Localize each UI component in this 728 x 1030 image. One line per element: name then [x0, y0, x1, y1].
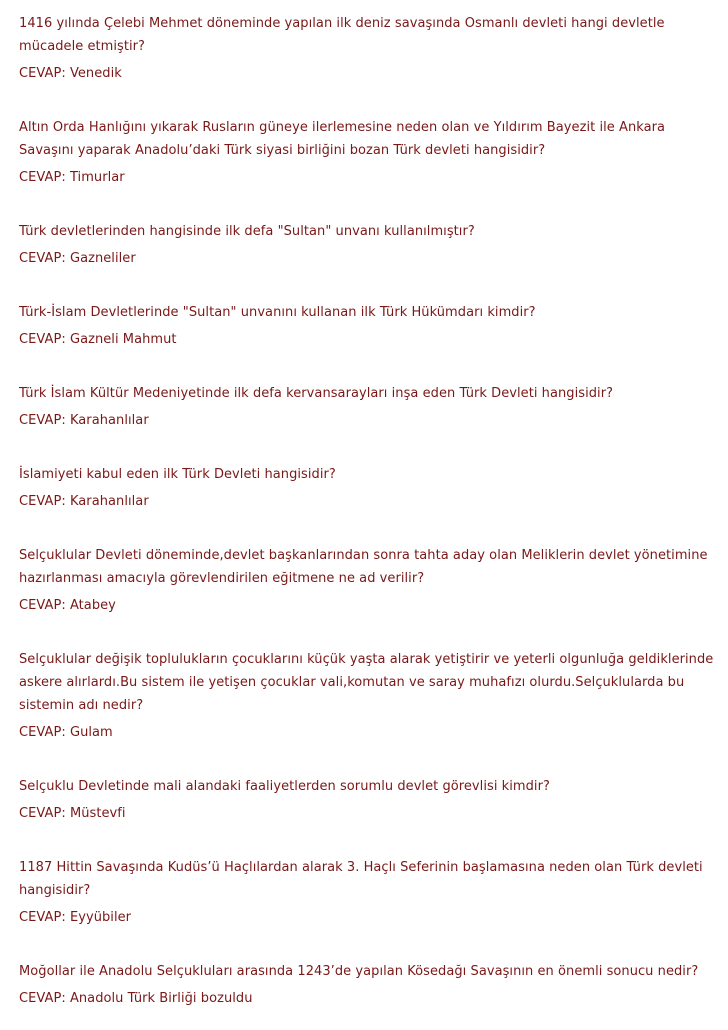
question-text: Selçuklu Devletinde mali alandaki faaliyetlerden sorumlu devlet görevlisi kimdir?: [19, 779, 550, 794]
answer-text: CEVAP: Venedik: [19, 66, 122, 81]
qa-item-10: [19, 856, 720, 929]
qa-item-6: [19, 463, 720, 513]
answer-text: CEVAP: Anadolu Türk Birliği bozuldu: [19, 991, 253, 1006]
qa-item-8: [19, 648, 720, 744]
qa-item-11: [19, 960, 720, 1010]
qa-item-1: [19, 12, 720, 85]
qa-item-5: [19, 382, 720, 432]
question-text: 1416 yılında Çelebi Mehmet döneminde yapılan ilk deniz savaşında Osmanlı devleti hangi devletle mücadele etmiştir?: [19, 16, 665, 54]
answer-text: CEVAP: Müstevfi: [19, 806, 126, 821]
answer-text: CEVAP: Eyyübiler: [19, 910, 132, 925]
question-text: Türk devletlerinden hangisinde ilk defa "Sultan" unvanı kullanılmıştır?: [19, 224, 475, 239]
answer-text: CEVAP: Gazneli Mahmut: [19, 332, 177, 347]
qa-item-3: [19, 220, 720, 270]
question-text: Türk İslam Kültür Medeniyetinde ilk defa kervansarayları inşa eden Türk Devleti hangisidir?: [19, 386, 614, 401]
question-text: Türk-İslam Devletlerinde "Sultan" unvanını kullanan ilk Türk Hükümdarı kimdir?: [19, 305, 536, 320]
answer-text: CEVAP: Karahanlılar: [19, 494, 149, 509]
question-text: Altın Orda Hanlığını yıkarak Rusların güneye ilerlemesine neden olan ve Yıldırım Bayezit ile Ankara Savaşını yaparak Anadolu’daki Türk siyasi birliğini bozan Türk devleti hangisidir?: [19, 120, 666, 158]
qa-item-2: [19, 116, 720, 189]
qa-item-7: [19, 544, 720, 617]
answer-text: CEVAP: Gulam: [19, 725, 113, 740]
answer-text: CEVAP: Gazneliler: [19, 251, 136, 266]
question-text: Moğollar ile Anadolu Selçukluları arasında 1243’de yapılan Kösedağı Savaşının en önemli sonucu nedir?: [19, 964, 699, 979]
qa-item-4: [19, 301, 720, 351]
question-text: İslamiyeti kabul eden ilk Türk Devleti hangisidir?: [19, 467, 336, 482]
answer-text: CEVAP: Karahanlılar: [19, 413, 149, 428]
question-text: Selçuklular Devleti döneminde,devlet başkanlarından sonra tahta aday olan Meliklerin devlet yönetimine hazırlanması amacıyla görevlendirilen eğitmene ne ad verilir?: [19, 548, 708, 586]
answer-text: CEVAP: Timurlar: [19, 170, 125, 185]
answer-text: CEVAP: Atabey: [19, 598, 116, 613]
question-text: 1187 Hittin Savaşında Kudüs’ü Haçlılardan alarak 3. Haçlı Seferinin başlamasına neden olan Türk devleti hangisidir?: [19, 860, 703, 898]
qa-item-9: [19, 775, 720, 825]
question-text: Selçuklular değişik toplulukların çocuklarını küçük yaşta alarak yetiştirir ve yeterli olgunluğa geldiklerinde askere alırlardı.Bu sistem ile yetişen çocuklar vali,komutan ve saray muhafızı olurdu.Selçuklularda bu sistemin adı nedir?: [19, 652, 714, 713]
